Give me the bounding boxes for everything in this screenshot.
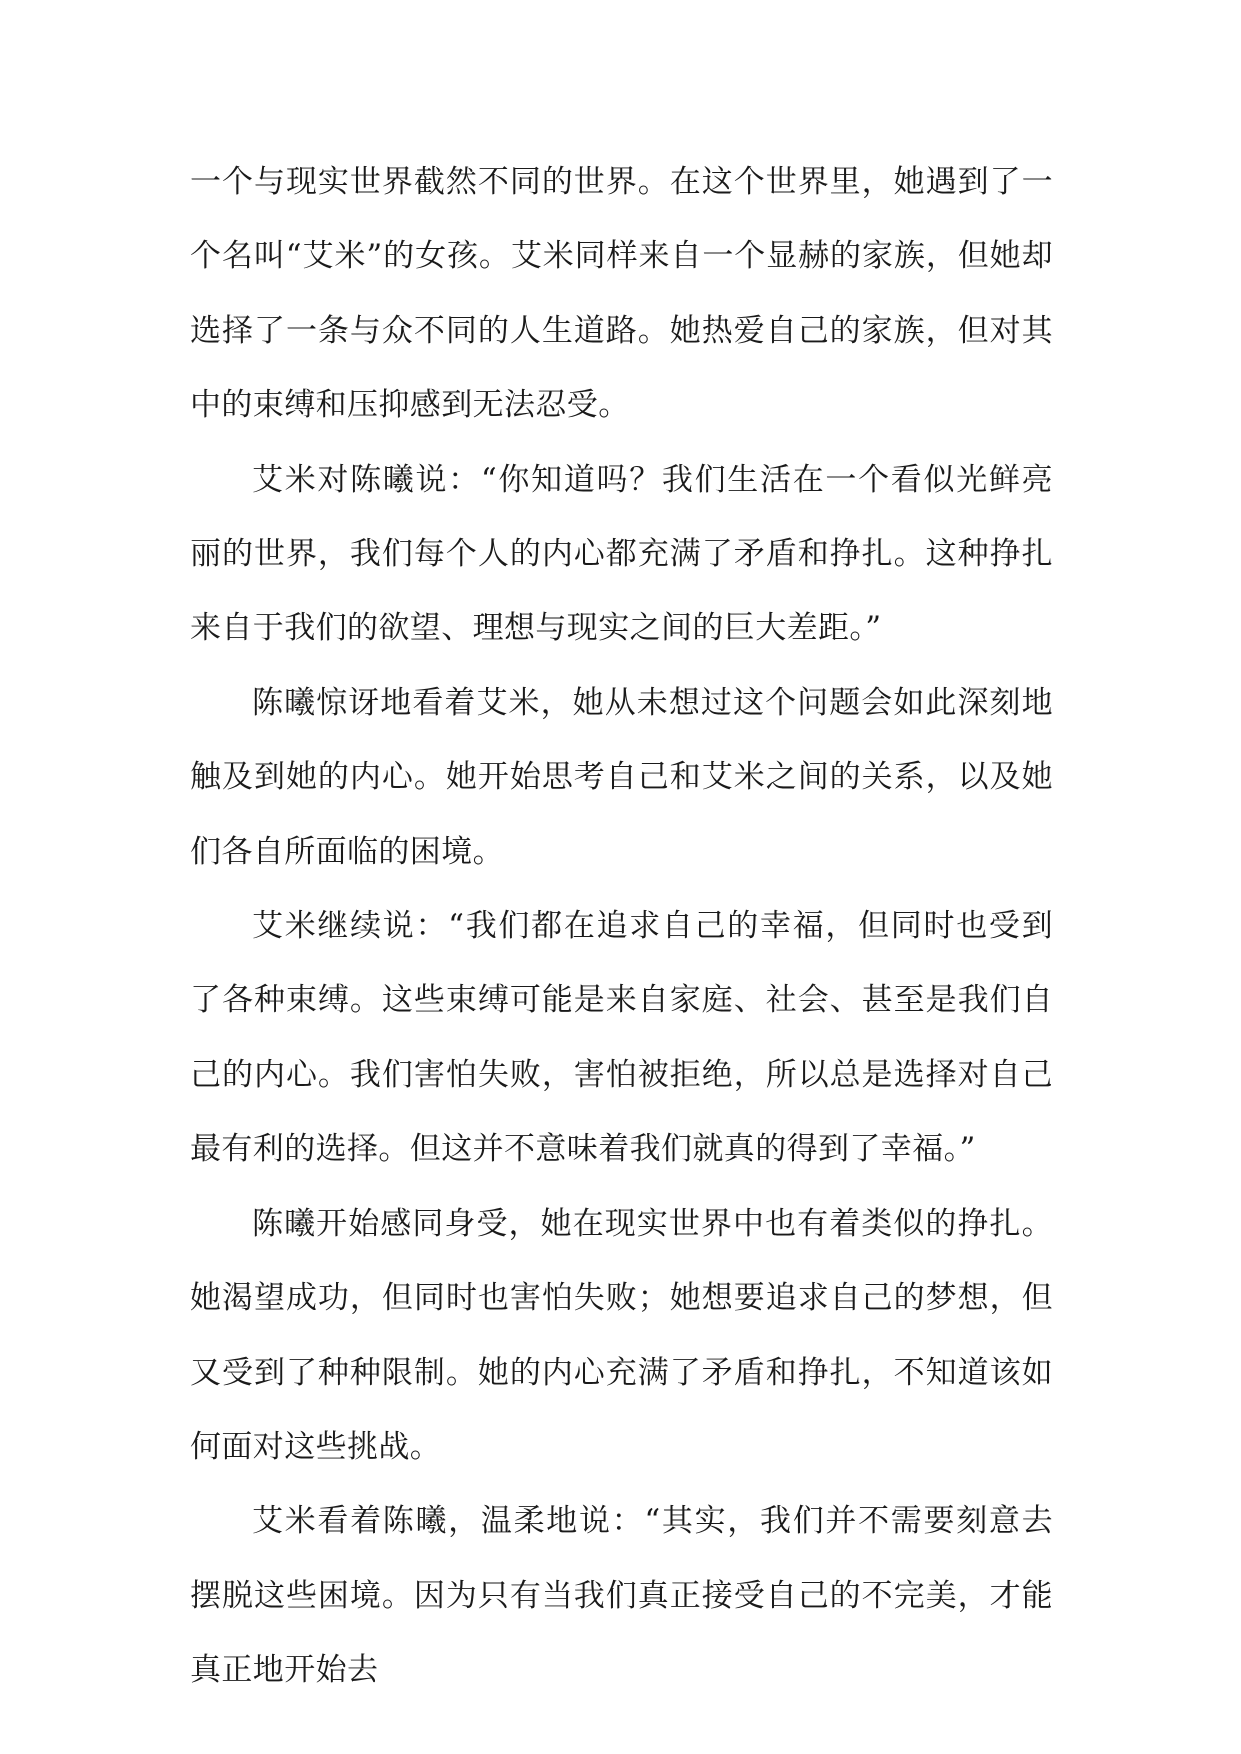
paragraph-continuation: 一个与现实世界截然不同的世界。在这个世界里，她遇到了一个名叫“艾米”的女孩。艾米同样来自一个显赫的家族，但她却选择了一条与众不同的人生道路。她热爱自己的家族，但对其中的束缚和压抑感到无法忍受。: [190, 164, 1053, 424]
paragraph: 艾米看着陈曦，温柔地说：“其实，我们并不需要刻意去摆脱这些困境。因为只有当我们真正接受自己的不完美，才能真正地开始去: [190, 1503, 1053, 1689]
paragraph: 艾米对陈曦说：“你知道吗？我们生活在一个看似光鲜亮丽的世界，我们每个人的内心都充满了矛盾和挣扎。这种挣扎来自于我们的欲望、理想与现实之间的巨大差距。”: [190, 461, 1053, 647]
paragraph: 艾米继续说：“我们都在追求自己的幸福，但同时也受到了各种束缚。这些束缚可能是来自家庭、社会、甚至是我们自己的内心。我们害怕失败，害怕被拒绝，所以总是选择对自己最有利的选择。但这并不意味着我们就真的得到了幸福。”: [190, 908, 1053, 1168]
paragraph: 陈曦开始感同身受，她在现实世界中也有着类似的挣扎。她渴望成功，但同时也害怕失败；她想要追求自己的梦想，但又受到了种种限制。她的内心充满了矛盾和挣扎，不知道该如何面对这些挑战。: [190, 1205, 1053, 1465]
document-body: [190, 145, 1053, 1708]
paragraph: 陈曦惊讶地看着艾米，她从未想过这个问题会如此深刻地触及到她的内心。她开始思考自己和艾米之间的关系，以及她们各自所面临的困境。: [190, 684, 1053, 870]
